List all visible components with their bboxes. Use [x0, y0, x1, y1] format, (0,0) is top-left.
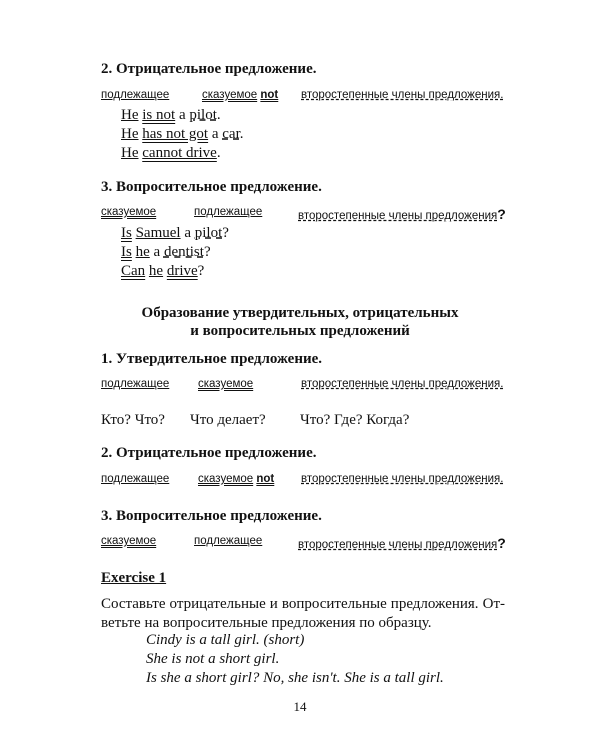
exercise-instructions-line-1: Составьте отрицательные и вопросительные предложения. От- [101, 596, 505, 612]
scheme-secondary: второстепенные члены предложения. [301, 89, 504, 101]
scheme-subject: подлежащее [101, 378, 170, 390]
scheme-predicate: сказуемое [198, 378, 254, 390]
exercise-title: Exercise 1 [101, 570, 167, 586]
scheme-secondary: второстепенные члены предложения [298, 539, 498, 551]
scheme-secondary: второстепенные члены предложения. [301, 473, 504, 485]
interrogative-heading: 3. Вопросительное предложение. [101, 179, 322, 195]
exercise-example-1: Cindy is a tall girl. (short) [146, 632, 305, 648]
question-who-what: Кто? Что? [101, 412, 165, 428]
negative-example-1: He is not a pilot. [121, 107, 221, 123]
scheme-predicate: сказуемое [101, 206, 157, 218]
question-what-where-when: Что? Где? Когда? [300, 412, 410, 428]
formation-title-line-1: Образование утвердительных, отрицательных [141, 305, 459, 321]
scheme-subject: подлежащее [194, 535, 263, 547]
scheme-predicate-group [198, 473, 274, 485]
scheme-secondary: второстепенные члены предложения. [301, 378, 504, 390]
scheme-predicate: сказуемое [101, 535, 157, 547]
scheme-subject: подлежащее [101, 473, 170, 485]
interrogative-example-2: Is he a dentist? [121, 244, 211, 260]
scheme-not: not [260, 89, 279, 101]
scheme-secondary: второстепенные члены предложения [298, 210, 498, 222]
negative-heading: 2. Отрицательное предложение. [101, 61, 317, 77]
scheme-subject: подлежащее [101, 89, 170, 101]
negative-example-2: He has not got a car. [121, 126, 244, 142]
scheme-predicate: сказуемое [198, 473, 254, 485]
scheme-not: not [256, 473, 275, 485]
scheme-predicate-group [202, 89, 278, 101]
scheme-secondary-group: второстепенные члены предложения? [298, 206, 506, 222]
exercise-instructions-line-2: ветьте на вопросительные предложения по образцу. [101, 615, 432, 631]
formation-title-line-2: и вопросительных предложений [190, 323, 410, 339]
interrogative-example-3: Can he drive? [121, 263, 205, 279]
scheme-secondary-group: второстепенные члены предложения? [298, 535, 506, 551]
exercise-example-2: She is not a short girl. [146, 651, 280, 667]
scheme-subject: подлежащее [194, 206, 263, 218]
page-number: 14 [293, 699, 307, 714]
question-what-does: Что делает? [190, 412, 266, 428]
scheme-predicate: сказуемое [202, 89, 258, 101]
negative-example-3: He cannot drive. [121, 145, 221, 161]
interrogative-example-1: Is Samuel a pilot? [121, 225, 229, 241]
interrogative-heading-2: 3. Вопросительное предложение. [101, 508, 322, 524]
negative-heading-2: 2. Отрицательное предложение. [101, 445, 317, 461]
affirmative-heading: 1. Утвердительное предложение. [101, 351, 323, 367]
exercise-example-3: Is she a short girl? No, she isn't. She is a tall girl. [146, 670, 444, 686]
